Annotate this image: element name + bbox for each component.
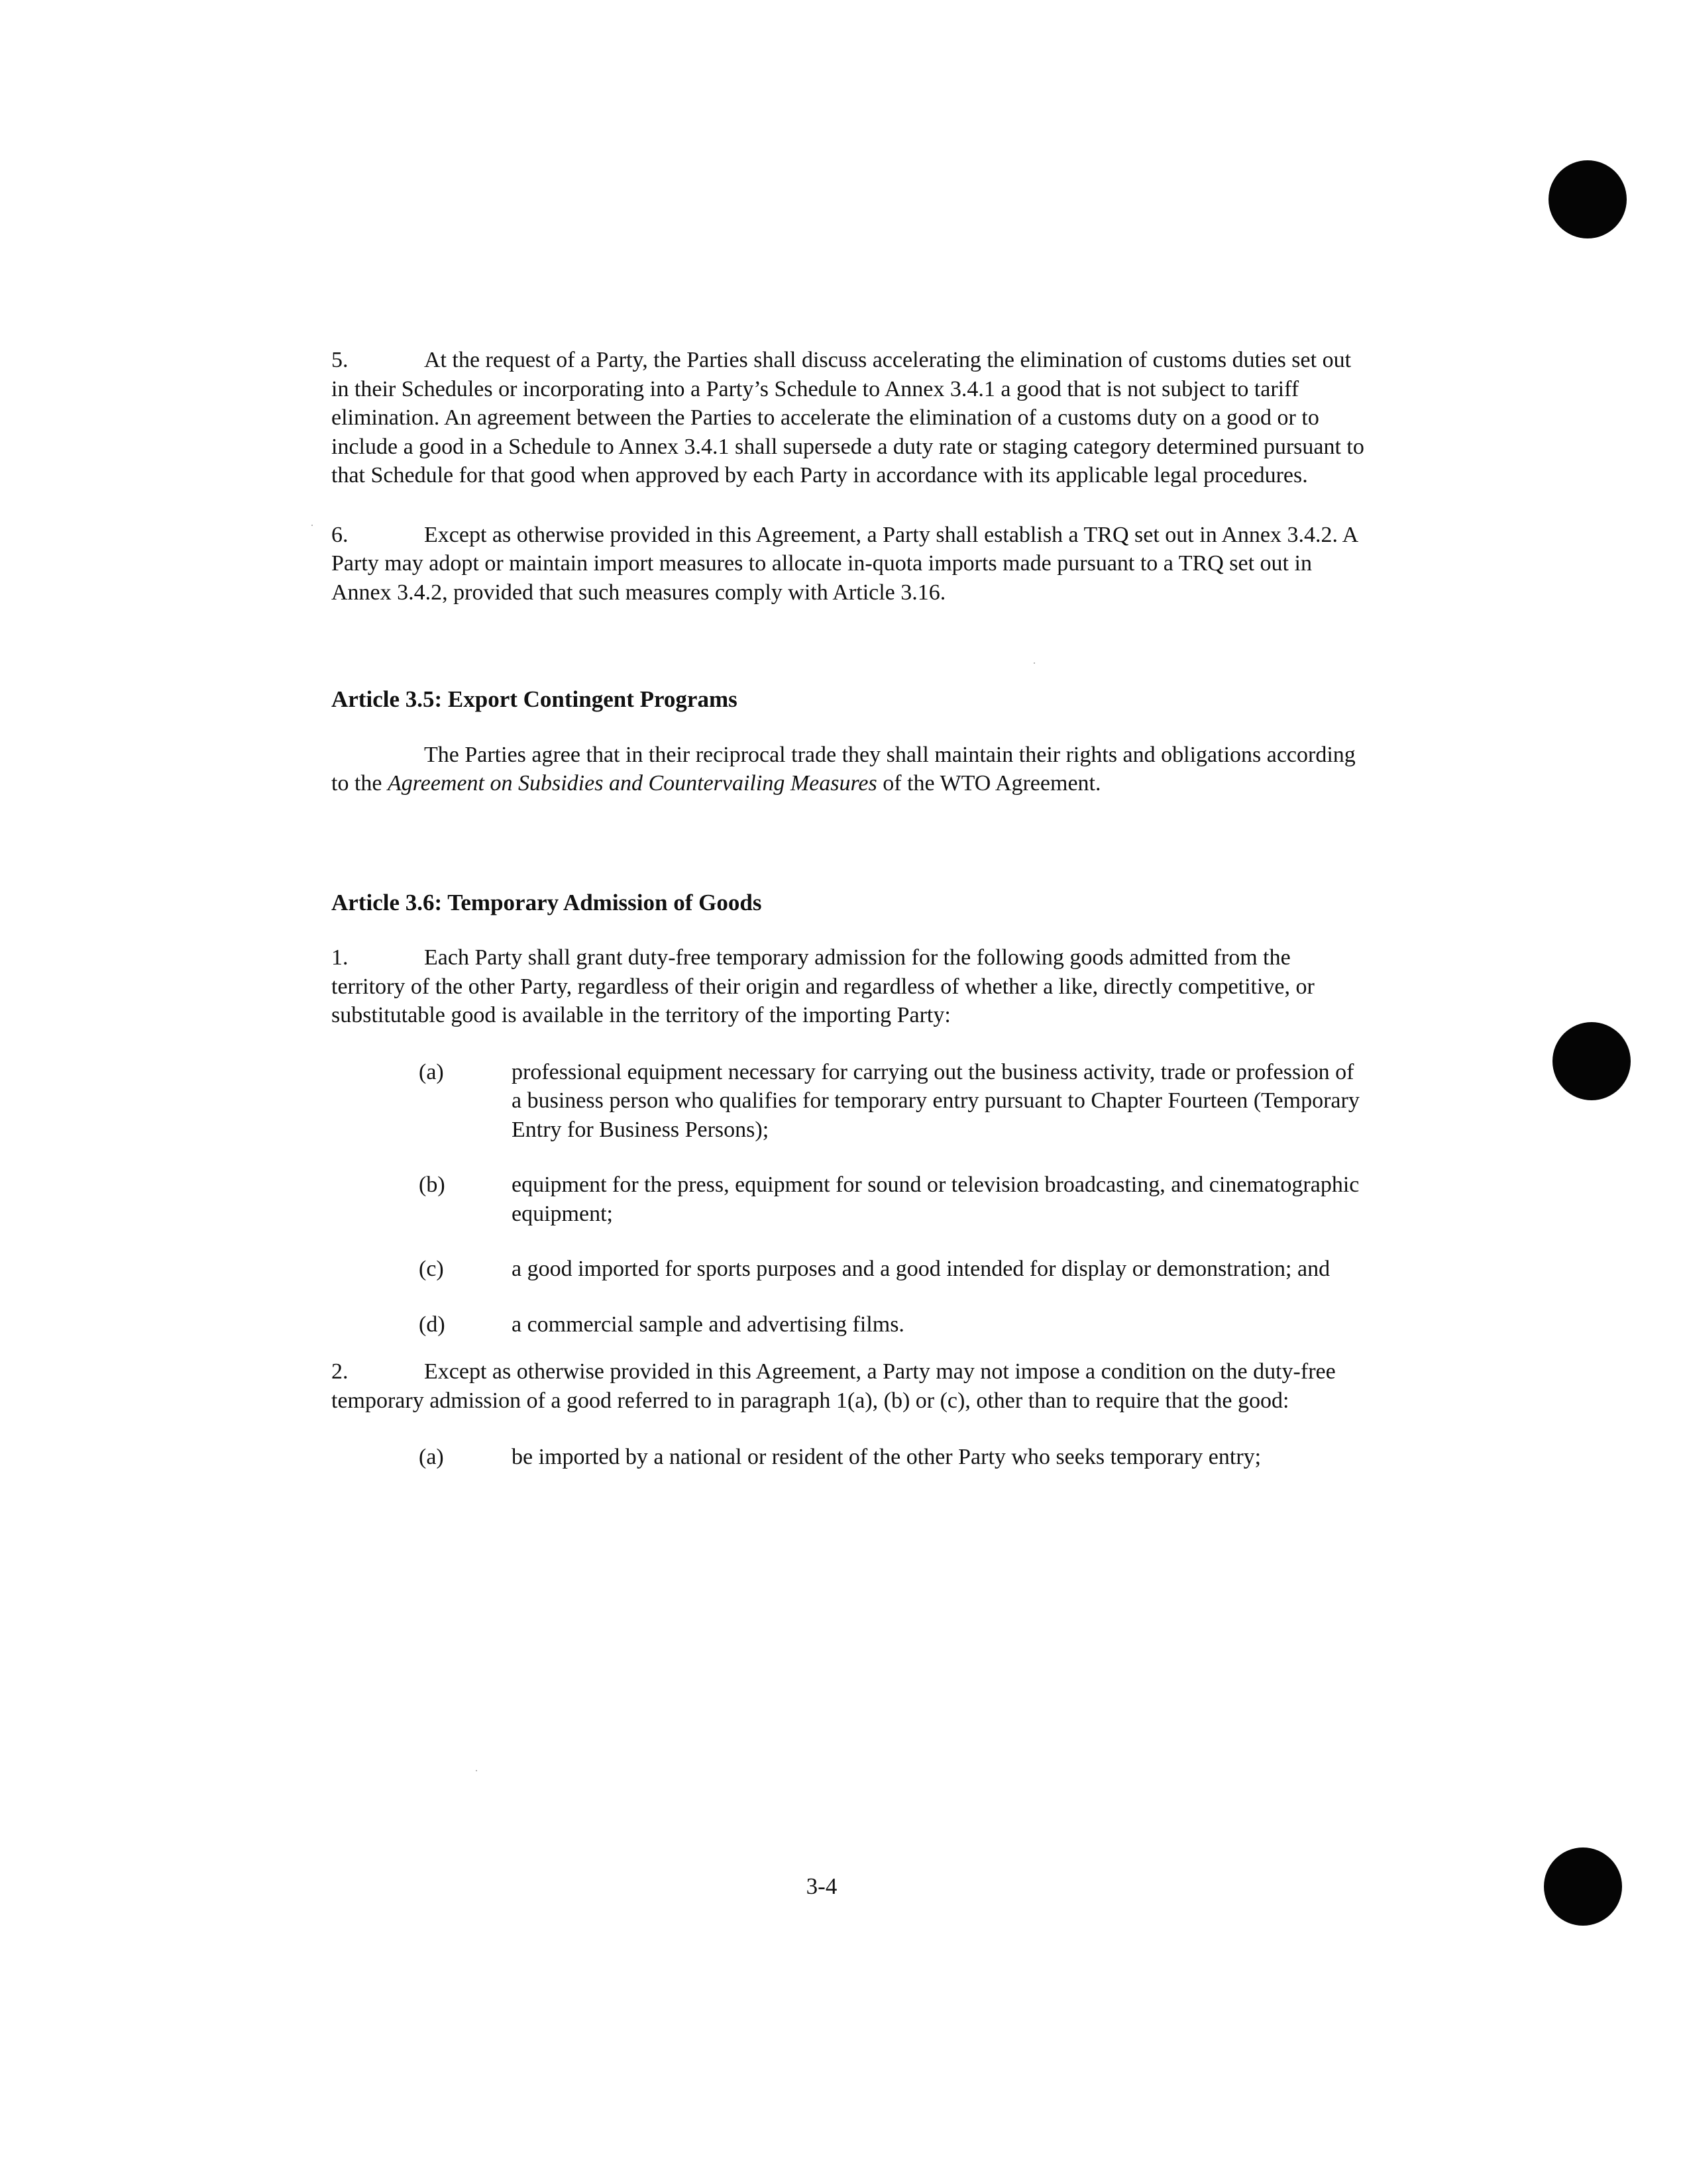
list-item-text: a commercial sample and advertising films.: [512, 1312, 904, 1337]
list-item-label: (a): [419, 1445, 444, 1469]
list-item-label: (b): [419, 1172, 445, 1197]
paragraph-6: [331, 521, 1365, 607]
list-item-label: (c): [419, 1257, 444, 1281]
list-item-text: professional equipment necessary for carrying out the business activity, trade or profession of a business person who qualifies for temporary entry pursuant to Chapter Fourteen (Temporary Entry for Business Persons);: [512, 1059, 1360, 1142]
article-3-5-text: [331, 741, 1365, 798]
article-3-6-paragraph-2: [331, 1357, 1365, 1415]
paragraph-text: Each Party shall grant duty-free temporary admission for the following goods admitted from the territory of the other Party, regardless of their origin and regardless of whether a like, directly competitive, or substitutable good is available in the territory of the importing Party:: [331, 945, 1315, 1027]
paragraph-5: [331, 346, 1365, 490]
list-item: [419, 1170, 1365, 1228]
italic-title: Agreement on Subsidies and Countervailing Measures: [387, 771, 877, 796]
paragraph-text: At the request of a Party, the Parties shall discuss accelerating the elimination of customs duties set out in their Schedules or incorporating into a Party’s Schedule to Annex 3.4.1 a good that is not subject to tariff elimination. An agreement between the Parties to accelerate the elimination of a customs duty on a good or to include a good in a Schedule to Annex 3.4.1 shall supersede a duty rate or staging category determined pursuant to that Schedule for that good when approved by each Party in accordance with its applicable legal procedures.: [331, 348, 1364, 488]
list-item: [419, 1255, 1365, 1284]
list-item-label: (d): [419, 1312, 445, 1337]
text-segment: of the WTO Agreement.: [877, 771, 1101, 796]
text-segment: The Parties agree that in their reciprocal trade they shall maintain their rights and obligations according to the: [331, 742, 1356, 796]
article-3-6-heading: Article 3.6: Temporary Admission of Goods: [331, 889, 762, 915]
list-item: [419, 1443, 1365, 1472]
punch-hole-bottom: [1544, 1847, 1622, 1926]
punch-hole-top: [1549, 160, 1627, 238]
paragraph-text: Except as otherwise provided in this Agreement, a Party shall establish a TRQ set out in Annex 3.4.2. A Party may adopt or maintain import measures to allocate in-quota imports made pursuant to a TRQ set out in Annex 3.4.2, provided that such measures comply with Article 3.16.: [331, 522, 1358, 605]
list-item-label: (a): [419, 1059, 444, 1084]
document-body: [331, 346, 1365, 1472]
scan-speck: [311, 525, 313, 526]
list-item-text: a good imported for sports purposes and a good intended for display or demonstration; and: [512, 1257, 1331, 1281]
page-number: 3-4: [806, 1873, 838, 1899]
list-item: [419, 1310, 1365, 1339]
article-3-6-paragraph-1: [331, 943, 1365, 1030]
paragraph-number: 2.: [331, 1359, 349, 1384]
list-item-text: equipment for the press, equipment for sound or television broadcasting, and cinematographic equipment;: [512, 1172, 1360, 1226]
paragraph-text: Except as otherwise provided in this Agreement, a Party may not impose a condition on the duty-free temporary admission of a good referred to in paragraph 1(a), (b) or (c), other than to require that the good:: [331, 1359, 1336, 1413]
paragraph-number: 6.: [331, 522, 349, 547]
list-item: [419, 1058, 1365, 1145]
scan-speck: [476, 1770, 477, 1771]
article-3-5-heading: Article 3.5: Export Contingent Programs: [331, 686, 737, 712]
paragraph-number: 5.: [331, 348, 349, 372]
list-item-text: be imported by a national or resident of the other Party who seeks temporary entry;: [512, 1445, 1262, 1469]
punch-hole-middle: [1552, 1022, 1631, 1100]
paragraph-number: 1.: [331, 945, 349, 970]
